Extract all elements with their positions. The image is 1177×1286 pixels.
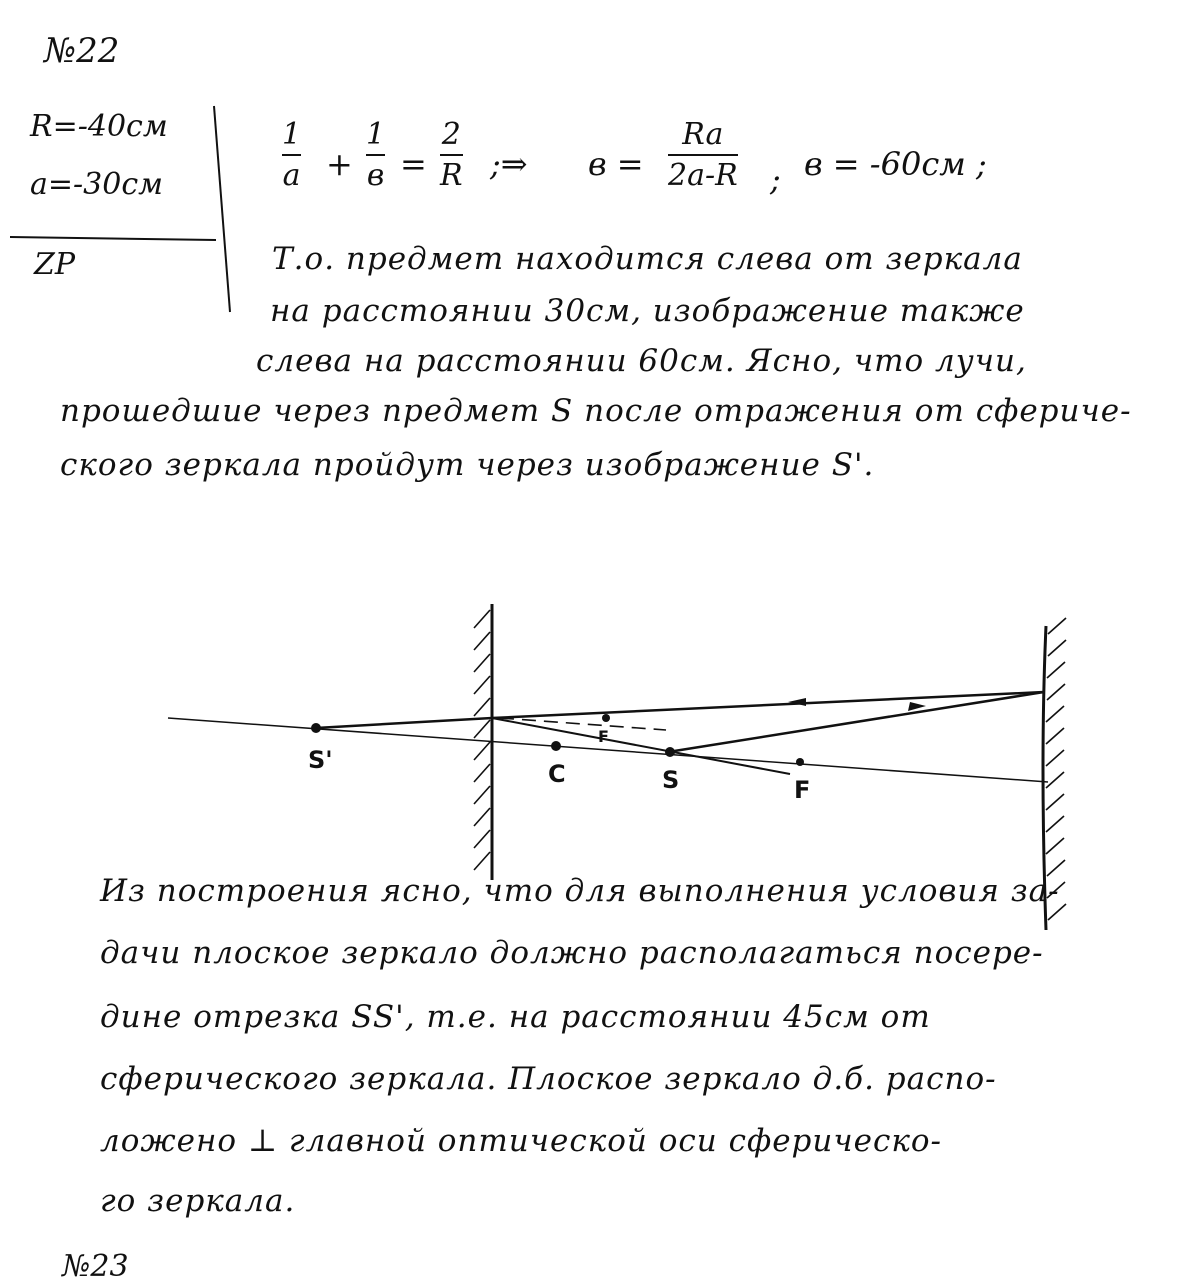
formula-fraction: Ra 2a-R [668,117,738,193]
point-s [665,747,675,757]
find-label: ZP [34,247,76,282]
text-line: го зеркала. [100,1183,296,1219]
given-line: R=-40см [30,109,168,144]
ray [492,718,790,774]
text-line: Из построения ясно, что для выполнения условия за- [100,873,1060,909]
text-line: дине отрезка SS', т.е. на расстоянии 45см от [100,999,931,1035]
given-line: a=-30см [30,167,164,202]
text-line: Т.о. предмет находится слева от зеркала [272,241,1023,277]
text-line: сферического зеркала. Плоское зеркало д.б. распо- [100,1061,997,1097]
problem-number: №22 [44,31,120,71]
ray-arrow [908,702,926,711]
text-line: ложено ⊥ главной оптической оси сферическо- [100,1123,943,1159]
formula-fraction: 2 R [440,117,463,193]
ray [316,718,492,728]
point-f-mid [602,714,610,722]
label-c: C [548,760,566,788]
text-line: ского зеркала пройдут через изображение S'. [60,447,875,483]
formula-operator: в = [588,145,644,183]
point-s-prime [311,723,321,733]
label-s: S [662,766,680,794]
formula-result: в = -60см ; [804,145,987,183]
label-f-mid: F [598,727,609,746]
text-line: слева на расстоянии 60см. Ясно, что лучи, [256,343,1027,379]
formula-fraction: 1 в [366,117,386,193]
text-line: на расстоянии 30см, изображение также [270,293,1025,329]
point-f [796,758,804,766]
text-line: прошедшие через предмет S после отражения от сфериче- [60,393,1132,429]
label-s-prime: S' [308,746,333,774]
next-problem-number: №23 [62,1249,129,1284]
point-c [551,741,561,751]
formula-operator: = [400,145,427,183]
formula-operator: ;⇒ [490,145,528,183]
formula-operator: + [326,145,353,183]
formula-operator: ; [770,160,781,198]
plane-mirror [474,604,492,880]
formula-fraction: 1 a [282,117,302,193]
label-f: F [794,776,811,804]
text-line: дачи плоское зеркало должно располагаться посере- [100,935,1044,971]
